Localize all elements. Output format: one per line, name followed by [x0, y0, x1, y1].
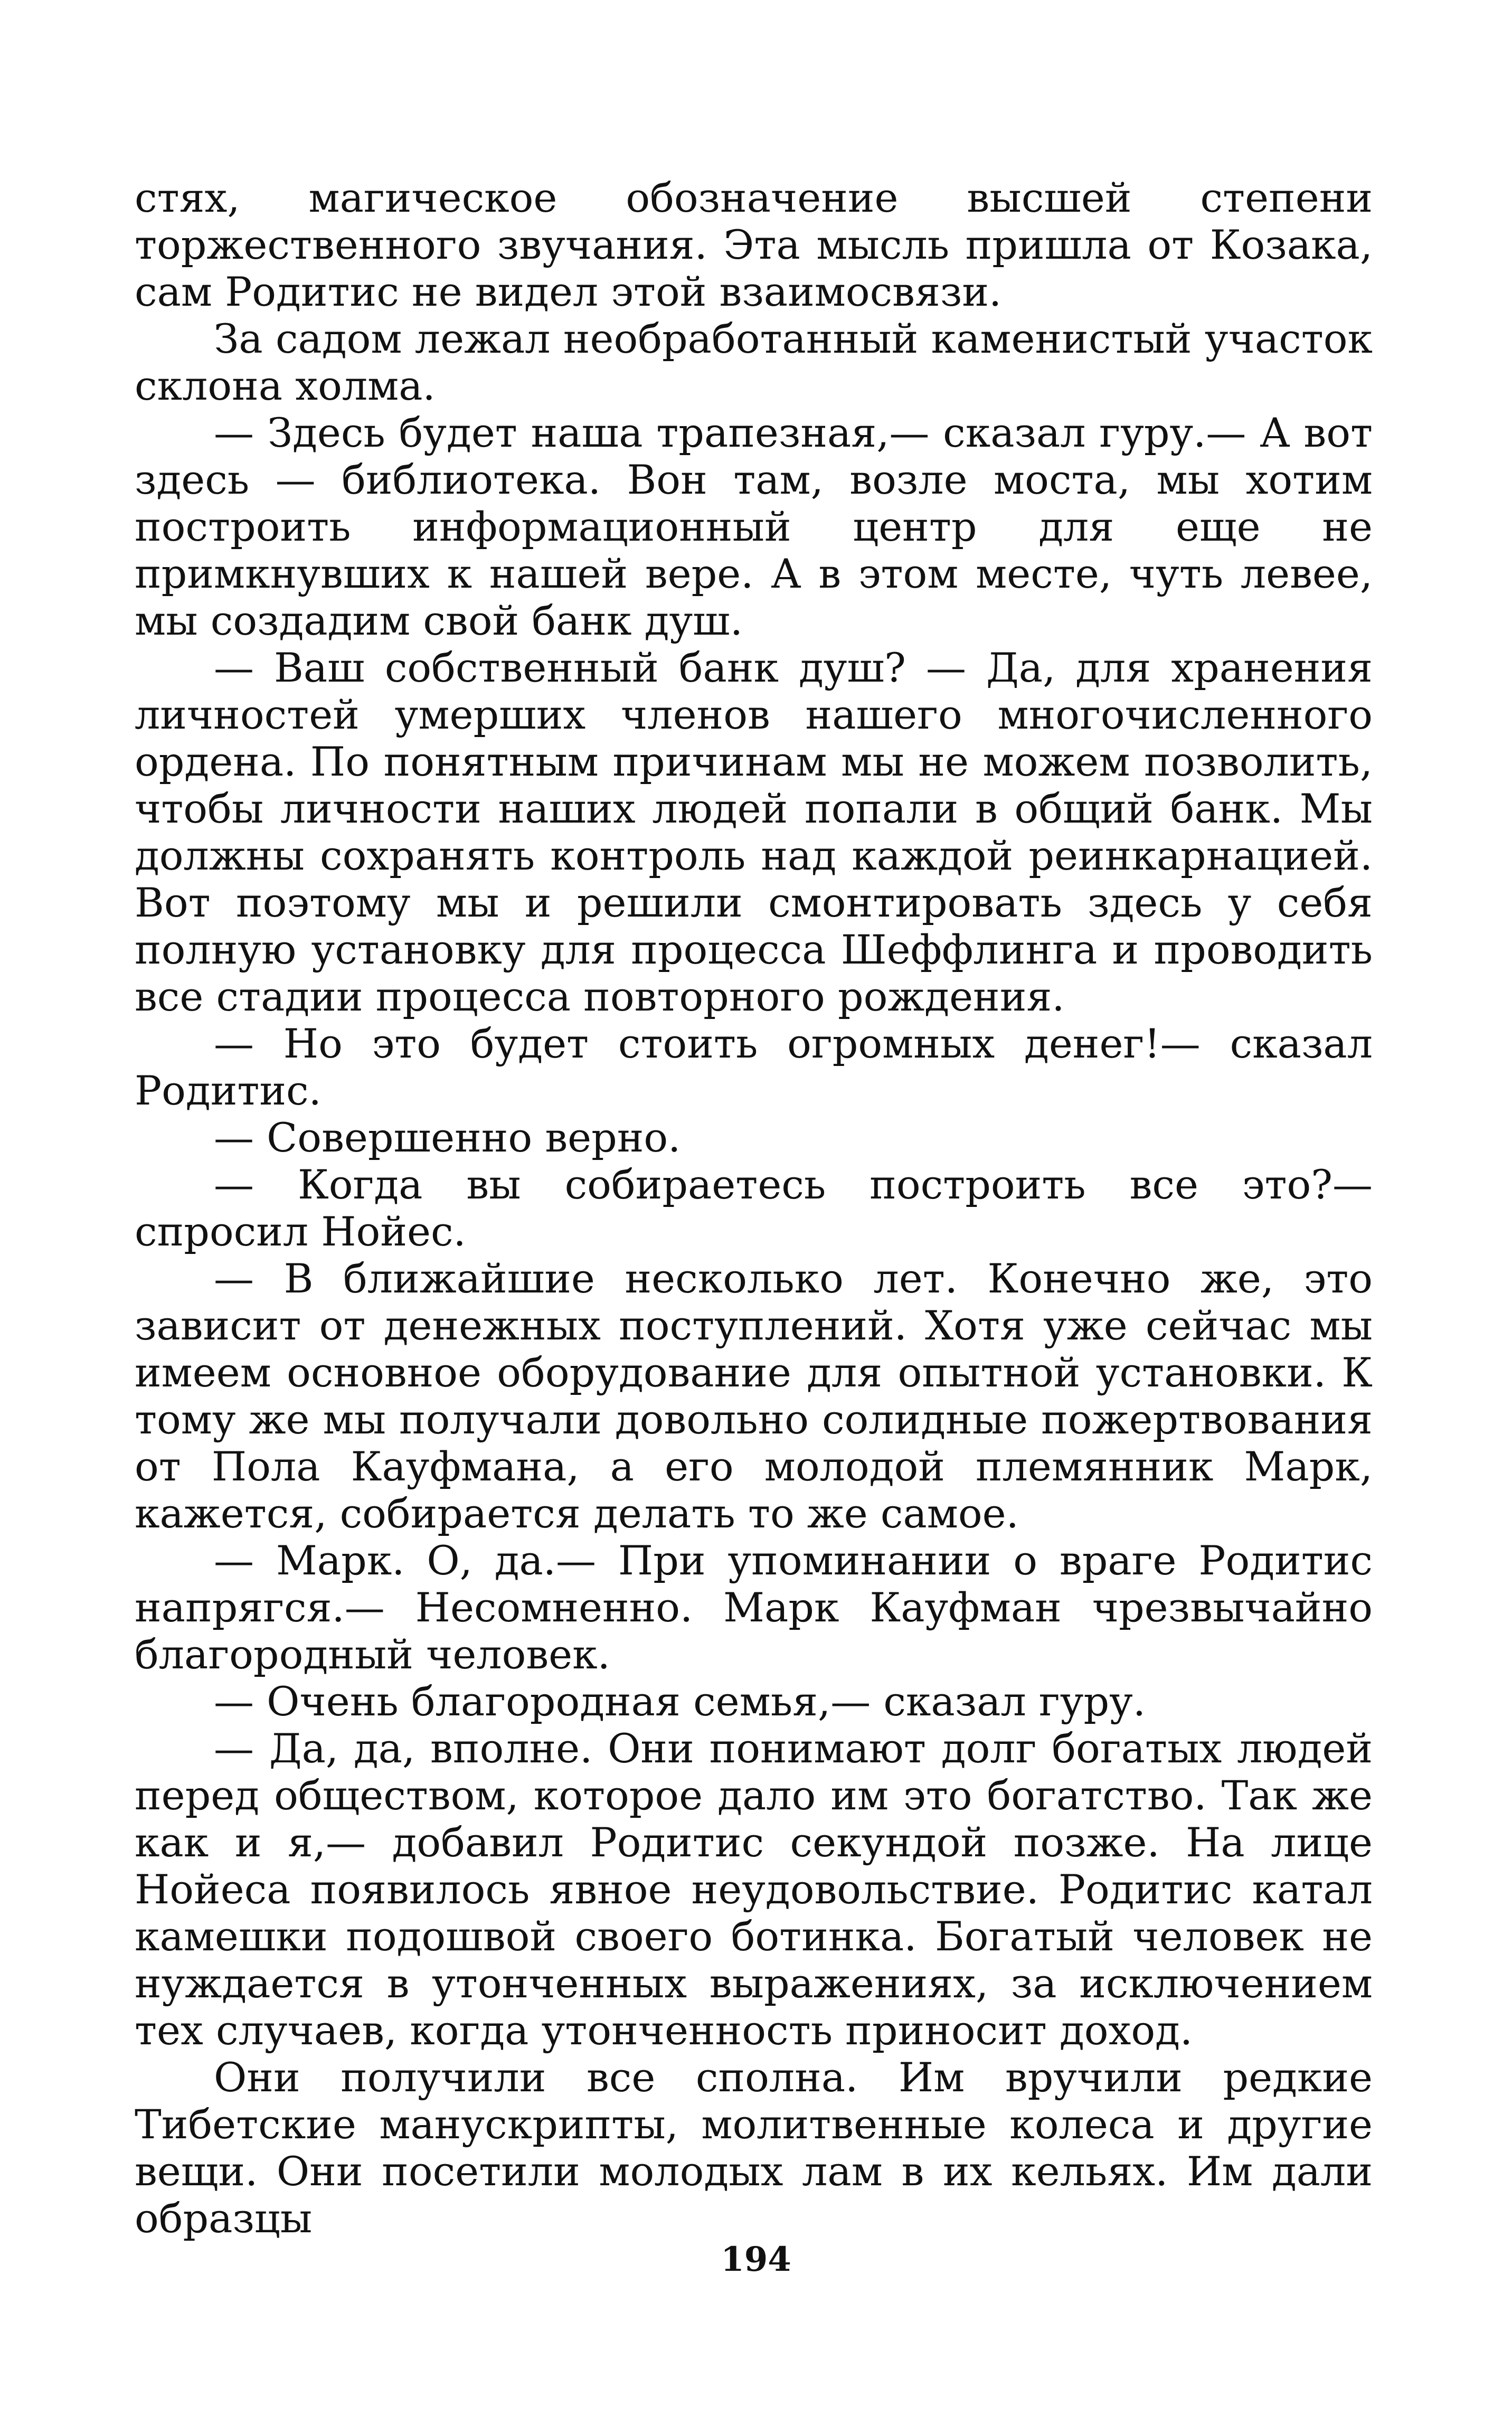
paragraph: стях, магическое обозначение высшей степени торжественного звучания. Эта мысль пришла от Козака, сам Родитис не видел этой взаимосвязи. — [135, 174, 1373, 315]
paragraph: За садом лежал необработанный каменистый участок склона холма. — [135, 315, 1373, 409]
paragraph: Они получили все сполна. Им вручили редкие Тибетские манускрипты, молитвенные колеса и другие вещи. Они посетили молодых лам в их кельях. Им дали образцы — [135, 2054, 1373, 2242]
paragraph: — Ваш собственный банк душ? — Да, для хранения личностей умерших членов нашего многочисленного ордена. По понятным причинам мы не можем позволить, чтобы личности наших людей попали в общий банк. Мы должны сохранять контроль над каждой реинкарнацией. Вот поэтому мы и решили смонтировать здесь у себя полную установку для процесса Шеффлинга и проводить все стадии процесса повторного рождения. — [135, 644, 1373, 1020]
paragraph: — Очень благородная семья,— сказал гуру. — [214, 1678, 1146, 1725]
paragraph: — Совершенно верно. — [214, 1114, 681, 1161]
paragraph: — Марк. О, да.— При упоминании о враге Родитис напрягся.— Несомненно. Марк Кауфман чрезвычайно благородный человек. — [135, 1537, 1373, 1678]
page-number: 194 — [721, 2240, 791, 2279]
body-text — [135, 174, 1373, 2242]
paragraph: — Здесь будет наша трапезная,— сказал гуру.— А вот здесь — библиотека. Вон там, возле моста, мы хотим построить информационный центр для еще не примкнувших к нашей вере. А в этом месте, чуть левее, мы создадим свой банк душ. — [135, 409, 1373, 644]
paragraph: — Да, да, вполне. Они понимают долг богатых людей перед обществом, которое дало им это богатство. Так же как и я,— добавил Родитис секундой позже. На лице Нойеса появилось явное неудовольствие. Родитис катал камешки подошвой своего ботинка. Богатый человек не нуждается в утонченных выражениях, за исключением тех случаев, когда утонченность приносит доход. — [135, 1725, 1373, 2054]
paragraph: — В ближайшие несколько лет. Конечно же, это зависит от денежных поступлений. Хотя уже сейчас мы имеем основное оборудование для опытной установки. К тому же мы получали довольно солидные пожертвования от Пола Кауфмана, а его молодой племянник Марк, кажется, собирается делать то же самое. — [135, 1255, 1373, 1537]
paragraph: — Но это будет стоить огромных денег!— сказал Родитис. — [135, 1020, 1373, 1114]
paragraph: — Когда вы собираетесь построить все это?— спросил Нойес. — [135, 1161, 1373, 1255]
